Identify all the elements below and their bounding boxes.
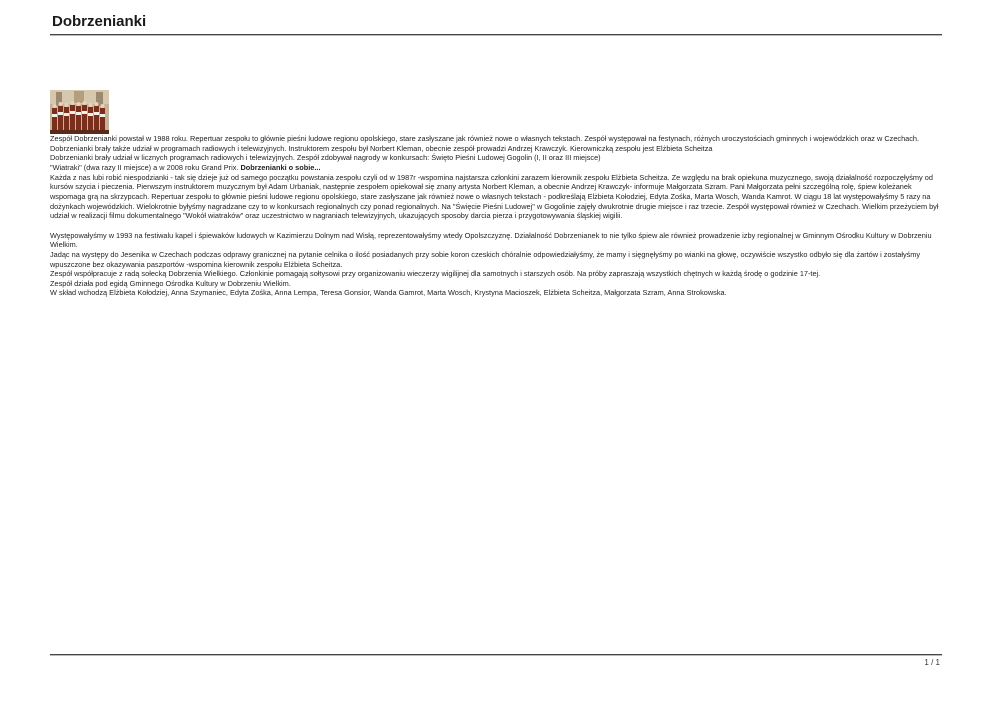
paragraph: Dobrzenianki brały udział w licznych programach radiowych i telewizyjnych. Zespół zdobywał nagrody w konkursach: Święto Pieśni Ludowej Gogolin (I, II oraz III miejsce): [50, 153, 601, 163]
paragraph: Zespół Dobrzenianki powstał w 1988 roku. Repertuar zespołu to głównie pieśni ludowe regionu opolskiego, stare zasłyszane jak również nowe o własnych tekstach. Zespół występował na festynach, różnych uroczystościach gminnych i wojewódzkich oraz w Czechach. Dobrzenianki brały także udział w programach radiowych i telewizyjnych. Instruktorem zespołu był Norbert Kleman, obecnie zespół prowadzi Andrzej Krawczyk. Kierowniczką zespołu jest Elżbieta Scheitza: [50, 134, 920, 153]
header-divider: [50, 34, 942, 35]
paragraph: W skład wchodzą Elżbieta Kołodziej, Anna Szymaniec, Edyta Zośka, Anna Lempa, Teresa Gonsior, Wanda Gamrot, Marta Wosch, Krystyna Macioszek, Elżbieta Scheitza, Małgorzata Szram, Anna Strokowska.: [50, 288, 727, 298]
page-title: Dobrzenianki: [52, 13, 147, 30]
paragraph-text: "Wiatraki" (dwa razy II miejsce) a w 2008 roku Grand Prix.: [50, 162, 241, 172]
paragraph: Jadąc na występy do Jesenika w Czechach podczas odprawy granicznej na pytanie celnika o ilość posiadanych przy sobie koron czeskich chóralnie odpowiedziałyśmy, że mamy i sięgnęłyśmy po wianki na głowę, oczywiście wszystko odbyło się dla żartów i zostałyśmy wpuszczone bez okazywania paszportów -wspomina kierownik zespołu Elżbieta Scheitza.: [50, 249, 921, 269]
paragraph: Występowałyśmy w 1993 na festiwalu kapel i śpiewaków ludowych w Kazimierzu Dolnym nad Wisłą, reprezentowałyśmy wtedy Opolszczyznę. Działalność Dobrzenianek to nie tylko śpiew ale również prowadzenie izby regionalnej w Gminnym Ośrodku Kultury w Dobrzeniu Wielkim.: [50, 230, 932, 250]
footer-divider: [50, 654, 942, 655]
paragraph: Zespół działa pod egidą Gminnego Ośrodka Kultury w Dobrzeniu Wielkim.: [50, 278, 291, 288]
paragraph: [50, 163, 945, 173]
paragraph-gap: [50, 221, 945, 231]
article-body: [50, 134, 945, 298]
paragraph: Każda z nas lubi robić niespodzianki - tak się dzieje już od samego początku powstania zespołu czyli od w 1987r -wspomina najstarsza członkini zarazem kierownik zespołu Elżbieta Scheitza. Ze względu na brak opiekuna muzycznego, swoją działalność rozpoczęłyśmy od kursów szycia i pieczenia. Pierwszym instruktorem muzycznym był Adam Urbaniak, następnie zespołem opiekował się znany artysta Norbert Kleman, a obecnie Andrzej Krawczyk- informuje Małgorzata Szram. Pani Małgorzata pełni szczególną rolę, śpiew koleżanek wspomaga grą na skrzypcach. Repertuar zespołu to głównie pieśni ludowe regionu opolskiego, stare zasłyszane jak również nowe o własnych tekstach - podkreślają Elżbieta Kołodziej, Edyta Zośka, Marta Wosch, Wanda Kamrot. W ciągu 18 lat występowałyśmy 5 razy na dożynkach wojewódzkich. Wielokrotnie byłyśmy nagradzane czy to w konkursach regionalnych czy ponad regionalnych. Na "Święcie Pieśni Ludowej" w Gogolinie zajęły dwukrotnie drugie miejsce i raz trzecie. Zespół występował również w Czechach. Wielkim przeżyciem był udział w realizacji filmu dokumentalnego "Wokół wiatraków" oraz uczestnictwo w nagraniach telewizyjnych, ukazujących sposoby darcia pierza i przygotowywania śląskiej wigilii.: [50, 172, 939, 221]
section-heading: Dobrzenianki o sobie...: [240, 162, 321, 172]
page-number: 1 / 1: [924, 658, 940, 667]
choir-photo-icon: [50, 90, 109, 134]
paragraph: Zespół współpracuje z radą sołecką Dobrzenia Wielkiego. Członkinie pomagają sołtysowi przy organizowaniu wieczerzy wigilijnej dla samotnych i starszych osób. Na próby zapraszają wszystkich chętnych w każdą środę o godzinie 17-tej.: [50, 269, 821, 279]
choir-photo-graphic: [50, 90, 109, 134]
